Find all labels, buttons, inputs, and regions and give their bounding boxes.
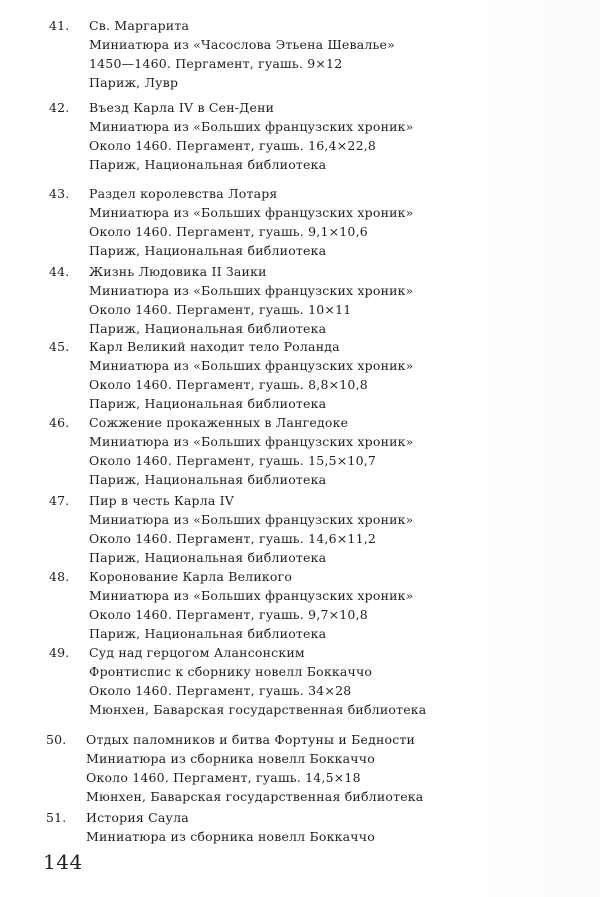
- entry-number: 49.: [49, 645, 70, 660]
- entry-title: Св. Маргарита: [89, 18, 190, 33]
- entry-description: Миниатюра из сборника новелл Боккаччо: [86, 751, 375, 766]
- entry-description: Миниатюра из «Больших французских хроник»: [89, 434, 414, 449]
- entry-date-medium: Около 1460. Пергамент, гуашь. 15,5×10,7: [89, 453, 377, 468]
- entry-description: Миниатюра из «Больших французских хроник»: [89, 588, 414, 603]
- entry-title: История Саула: [86, 810, 189, 825]
- entry-number: 47.: [49, 493, 70, 508]
- entry-date-medium: Около 1460. Пергамент, гуашь. 9,1×10,6: [89, 224, 368, 239]
- entry-number: 45.: [49, 339, 70, 354]
- page-number: 144: [43, 850, 83, 874]
- entry-location: Париж, Национальная библиотека: [89, 321, 327, 336]
- entry-date-medium: Около 1460. Пергамент, гуашь. 10×11: [89, 302, 352, 317]
- entry-text: [89, 491, 559, 567]
- entry-description: Миниатюра из «Больших французских хроник»: [89, 358, 414, 373]
- entry-number: 50.: [46, 732, 67, 747]
- entry-text: [89, 413, 559, 489]
- entry-description: Фронтиспис к сборнику новелл Боккаччо: [89, 664, 373, 679]
- entry-location: Париж, Национальная библиотека: [89, 396, 327, 411]
- entry-location: Париж, Лувр: [89, 75, 179, 90]
- entry-title: Въезд Карла IV в Сен-Дени: [89, 100, 275, 115]
- entry-title: Пир в честь Карла IV: [89, 493, 235, 508]
- entry-number: 41.: [49, 18, 70, 33]
- entry-number: 43.: [49, 186, 70, 201]
- entry-date-medium: Около 1460. Пергамент, гуашь. 8,8×10,8: [89, 377, 368, 392]
- entry-number: 44.: [49, 264, 70, 279]
- entry-location: Мюнхен, Баварская государственная библиотека: [86, 789, 424, 804]
- entry-date-medium: Около 1460. Пергамент, гуашь. 14,5×18: [86, 770, 361, 785]
- entry-text: [89, 567, 559, 643]
- entry-description: Миниатюра из «Больших французских хроник»: [89, 512, 414, 527]
- entry-description: Миниатюра из «Больших французских хроник»: [89, 119, 414, 134]
- entry-text: [89, 337, 559, 413]
- entry-location: Париж, Национальная библиотека: [89, 157, 327, 172]
- entry-date-medium: Около 1460. Пергамент, гуашь. 34×28: [89, 683, 352, 698]
- entry-description: Миниатюра из «Больших французских хроник»: [89, 283, 414, 298]
- entry-title: Коронование Карла Великого: [89, 569, 293, 584]
- entry-title: Сожжение прокаженных в Лангедоке: [89, 415, 349, 430]
- entry-title: Карл Великий находит тело Роланда: [89, 339, 340, 354]
- entry-location: Париж, Национальная библиотека: [89, 550, 327, 565]
- entry-location: Париж, Национальная библиотека: [89, 243, 327, 258]
- entry-text: [86, 730, 556, 806]
- entry-text: [89, 98, 559, 174]
- entry-location: Мюнхен, Баварская государственная библиотека: [89, 702, 427, 717]
- entry-number: 51.: [46, 810, 67, 825]
- entry-text: [89, 184, 559, 260]
- entry-text: [86, 808, 556, 846]
- entry-description: Миниатюра из сборника новелл Боккаччо: [86, 829, 375, 844]
- entry-date-medium: Около 1460. Пергамент, гуашь. 16,4×22,8: [89, 138, 377, 153]
- entry-description: Миниатюра из «Больших французских хроник»: [89, 205, 414, 220]
- entry-location: Париж, Национальная библиотека: [89, 472, 327, 487]
- entry-date-medium: Около 1460. Пергамент, гуашь. 14,6×11,2: [89, 531, 377, 546]
- entry-title: Отдых паломников и битва Фортуны и Бедности: [86, 732, 416, 747]
- entry-title: Раздел королевства Лотаря: [89, 186, 278, 201]
- entry-number: 48.: [49, 569, 70, 584]
- entry-number: 46.: [49, 415, 70, 430]
- entry-date-medium: 1450—1460. Пергамент, гуашь. 9×12: [89, 56, 343, 71]
- entry-title: Жизнь Людовика II Заики: [89, 264, 267, 279]
- entry-text: [89, 16, 559, 92]
- entry-text: [89, 262, 559, 338]
- entry-description: Миниатюра из «Часослова Этьена Шевалье»: [89, 37, 395, 52]
- entry-date-medium: Около 1460. Пергамент, гуашь. 9,7×10,8: [89, 607, 368, 622]
- entry-location: Париж, Национальная библиотека: [89, 626, 327, 641]
- entry-text: [89, 643, 559, 719]
- entry-title: Суд над герцогом Алансонским: [89, 645, 305, 660]
- entry-number: 42.: [49, 100, 70, 115]
